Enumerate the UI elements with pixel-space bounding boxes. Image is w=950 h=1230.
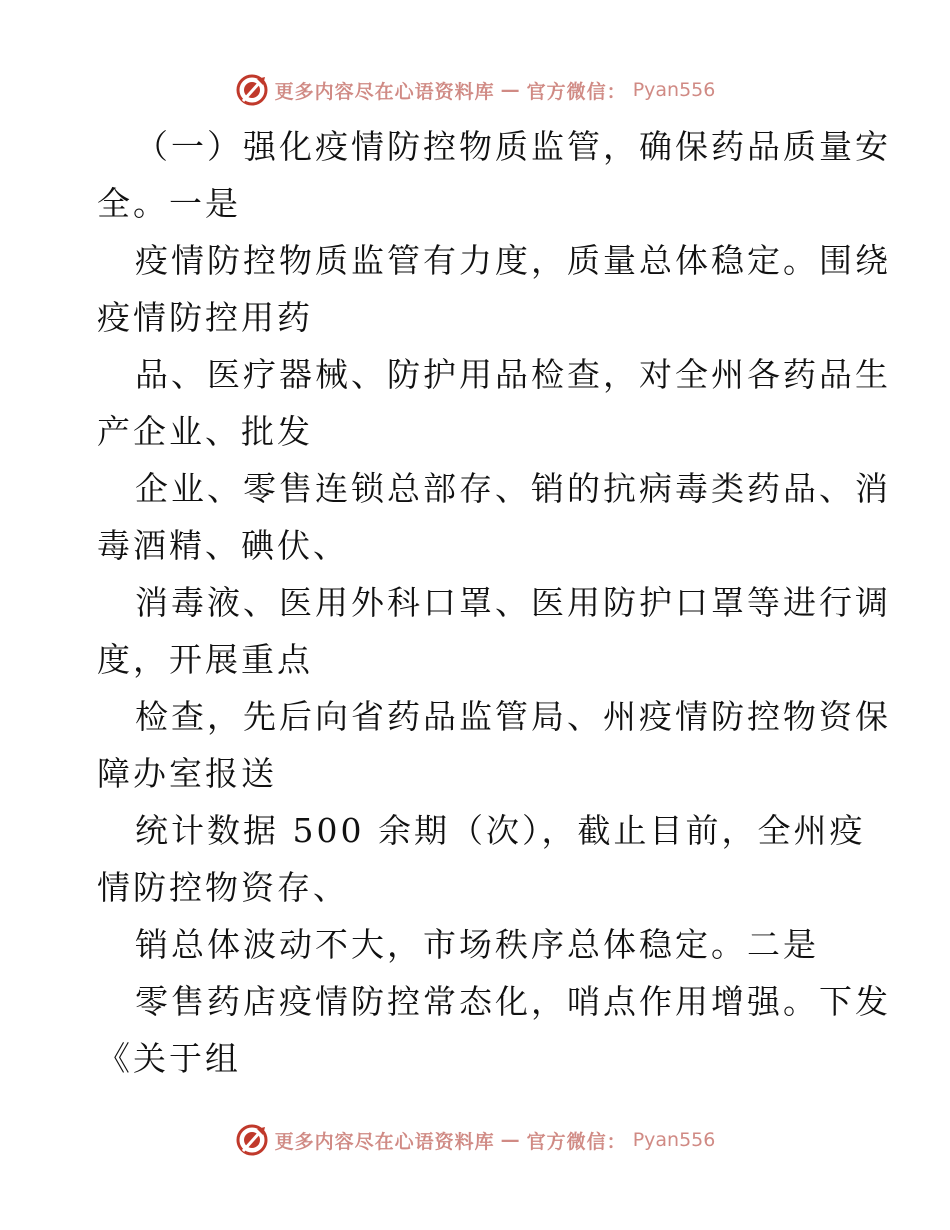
text-line: 毒酒精、碘伏、 [97, 526, 349, 565]
text-line: 零售药店疫情防控常态化，哨点作用增强。下发 [135, 982, 891, 1021]
watermark-main-text: 更多内容尽在心语资料库 [274, 80, 495, 103]
watermark-suffix-text: 官方微信： [526, 80, 627, 103]
text-line: 检查，先后向省药品监管局、州疫情防控物资保 [135, 697, 891, 736]
document-body [97, 118, 891, 1087]
text-line: 产企业、批发 [97, 412, 313, 451]
watermark-main-text: 更多内容尽在心语资料库 [274, 1130, 495, 1153]
seal-logo-icon [235, 73, 269, 107]
footer-watermark [0, 1120, 950, 1160]
text-line: 全。一是 [97, 184, 241, 223]
watermark-dash: — [500, 1129, 521, 1151]
text-line: 疫情防控用药 [97, 298, 313, 337]
watermark-suffix-text: 官方微信： [526, 1130, 627, 1153]
text-line: 《关于组 [97, 1039, 241, 1078]
watermark-account: Pyan556 [632, 1129, 716, 1151]
text-line: 度，开展重点 [97, 640, 313, 679]
text-line: 统计数据 500 余期（次），截止目前，全州疫 [135, 811, 866, 850]
text-line: 情防控物资存、 [97, 868, 349, 907]
watermark-account: Pyan556 [632, 79, 716, 101]
header-watermark [0, 70, 950, 110]
text-line: 销总体波动不大，市场秩序总体稳定。二是 [135, 925, 819, 964]
text-line: 疫情防控物质监管有力度，质量总体稳定。围绕 [135, 241, 891, 280]
seal-logo-icon [235, 1123, 269, 1157]
text-line: 消毒液、医用外科口罩、医用防护口罩等进行调 [135, 583, 891, 622]
text-line: （一）强化疫情防控物质监管，确保药品质量安 [135, 127, 891, 166]
text-line: 品、医疗器械、防护用品检查，对全州各药品生 [135, 355, 891, 394]
watermark-dash: — [500, 79, 521, 101]
text-line: 障办室报送 [97, 754, 277, 793]
text-line: 企业、零售连锁总部存、销的抗病毒类药品、消 [135, 469, 891, 508]
